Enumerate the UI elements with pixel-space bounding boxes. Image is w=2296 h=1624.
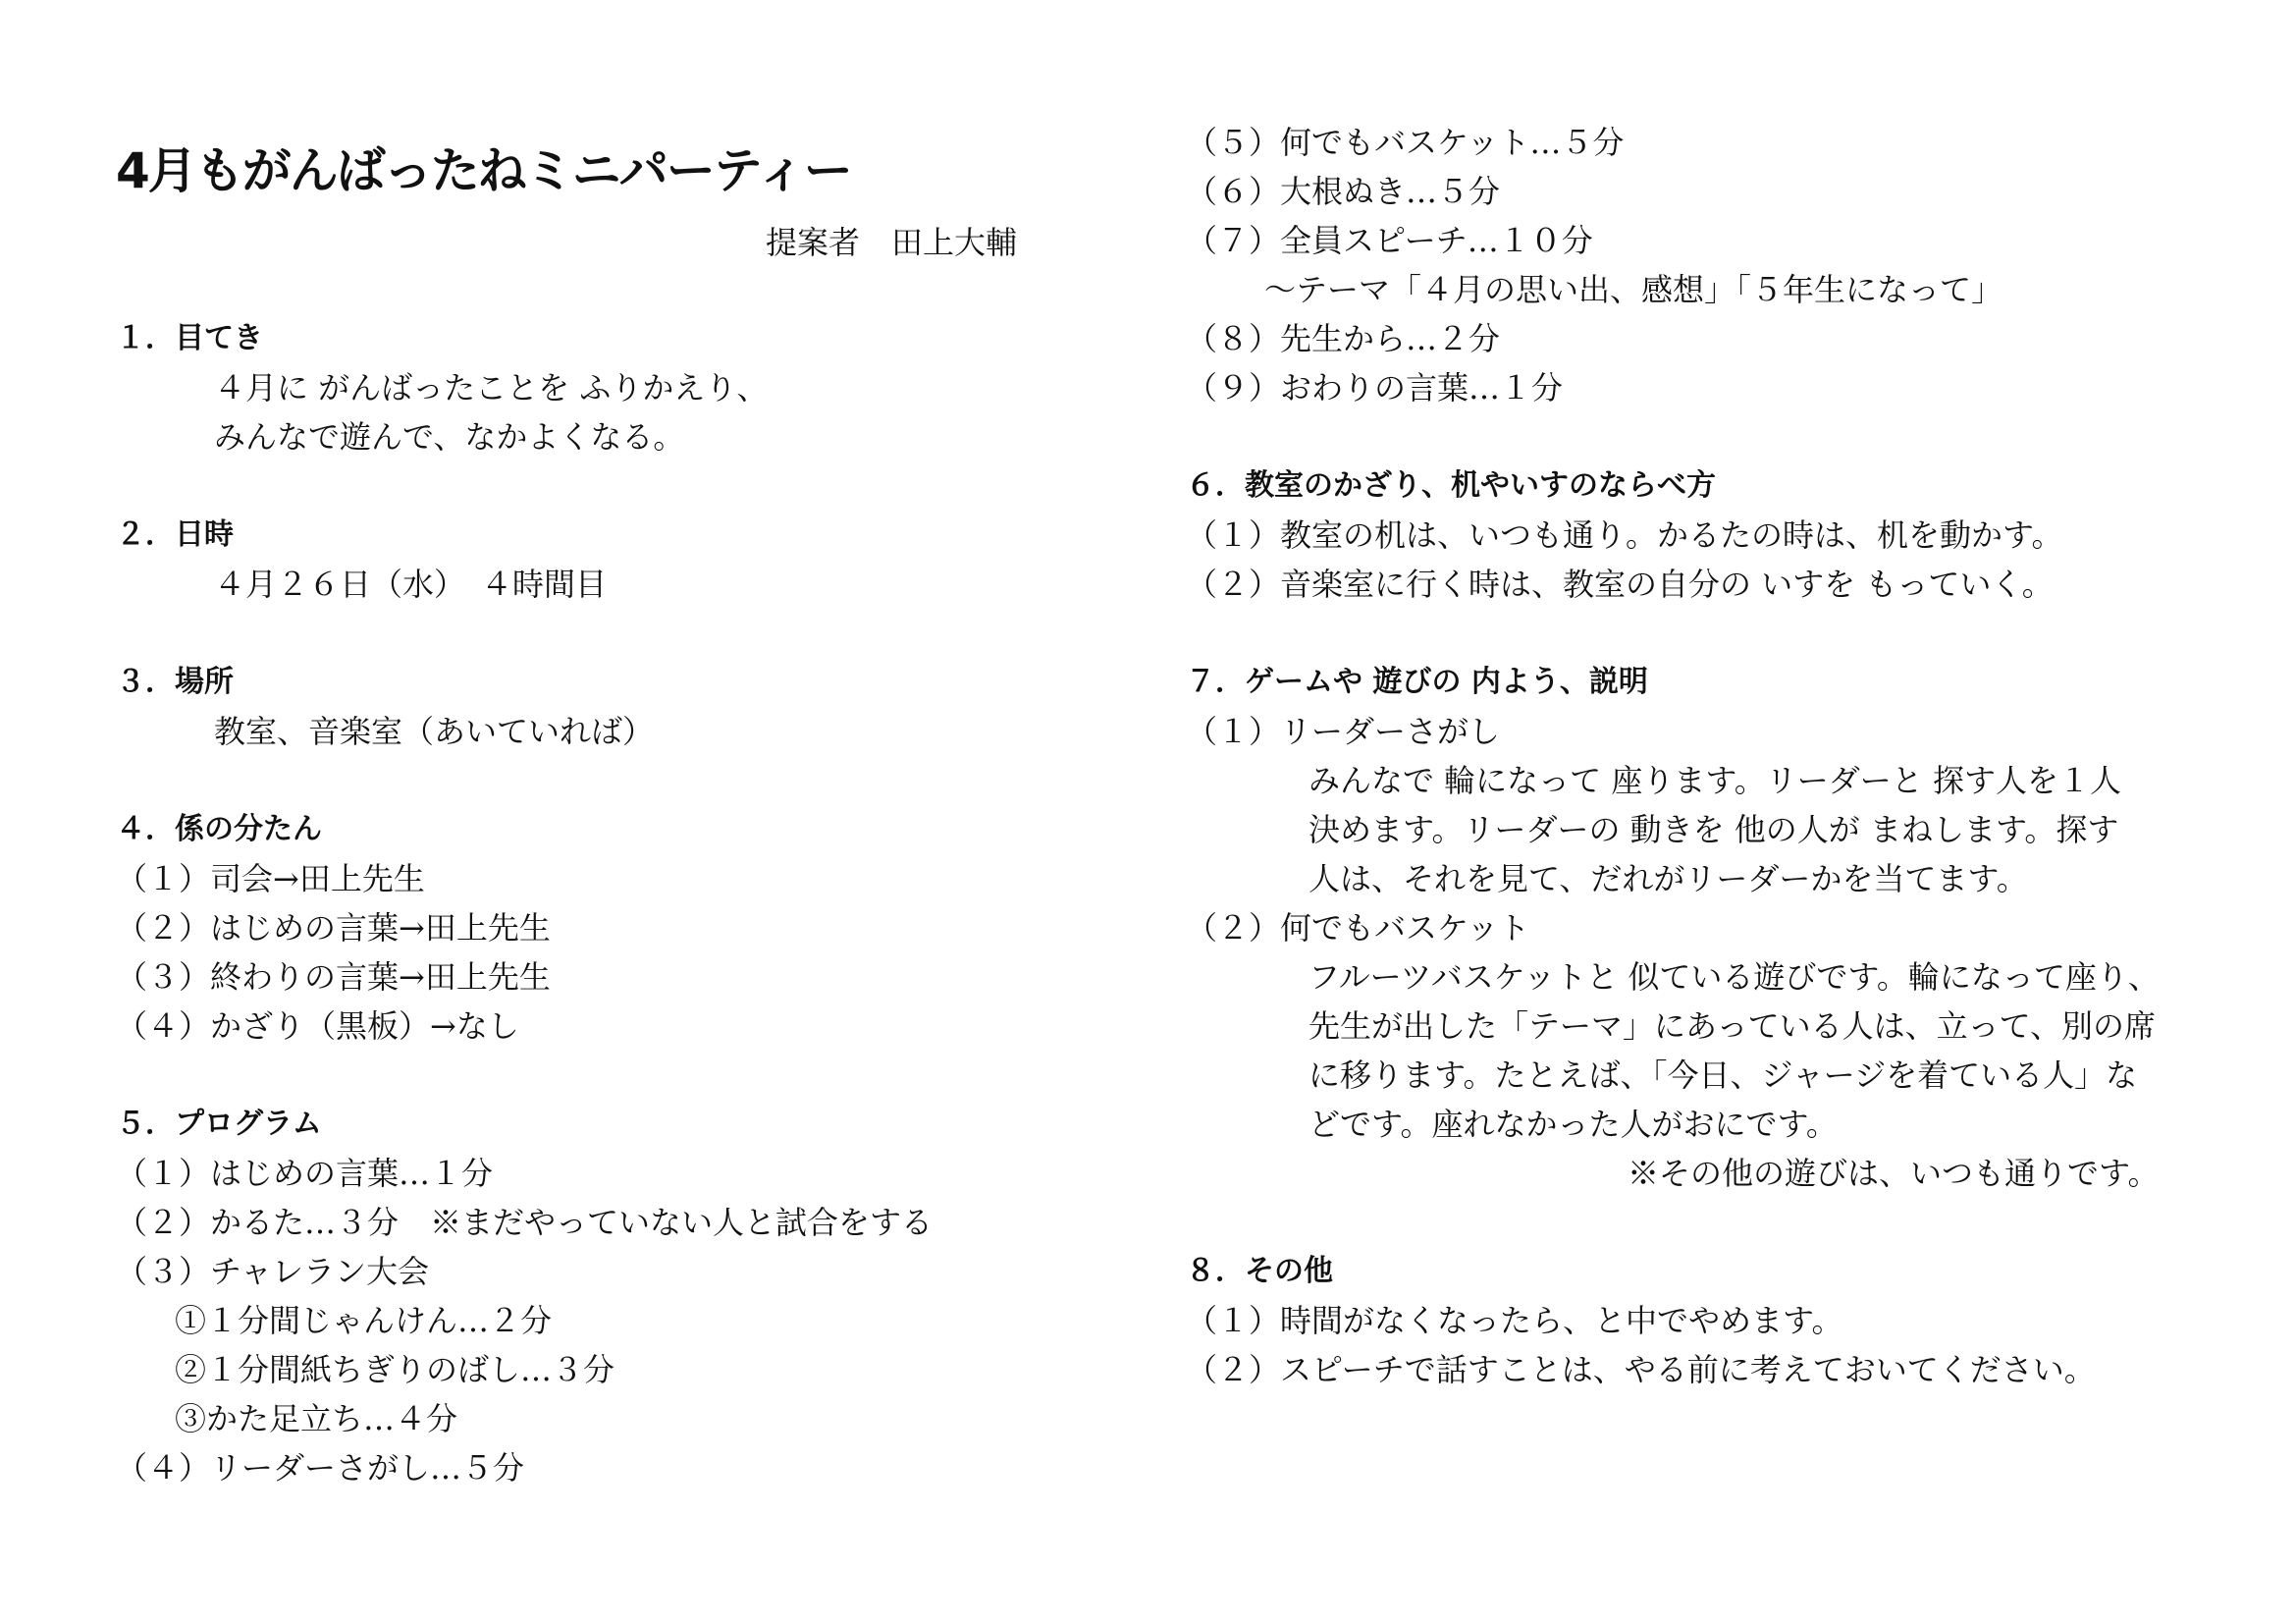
program-theme-line: ～テーマ「４月の思い出、感想」「５年生になって」	[1264, 271, 2003, 308]
section-heading-program: ５．プログラム	[116, 1107, 322, 1141]
game-label: （２）何でもバスケット	[1186, 909, 1530, 947]
program-item: （３）チャレラン大会	[116, 1253, 430, 1290]
role-item: （１）司会→田上先生	[116, 860, 425, 897]
program-item: （７）全員スピーチ…１０分	[1186, 222, 1593, 259]
game-description-line: みんなで 輪になって 座ります。リーダーと 探す人を１人	[1308, 762, 2121, 799]
role-item: （２）はじめの言葉→田上先生	[116, 909, 551, 947]
program-item: （９）おわりの言葉…１分	[1186, 369, 1564, 406]
program-item: （１）はじめの言葉…１分	[116, 1155, 494, 1192]
program-item: （５）何でもバスケット…５分	[1186, 124, 1625, 161]
purpose-line: みんなで遊んで、なかよくなる。	[214, 418, 685, 456]
datetime-line: ４月２６日（水） ４時間目	[214, 566, 608, 603]
role-item: （３）終わりの言葉→田上先生	[116, 958, 551, 996]
program-item: （４）リーダーさがし…５分	[116, 1449, 525, 1487]
place-line: 教室、音楽室（あいていれば）	[214, 713, 655, 750]
other-item: （２）スピーチで話すことは、やる前に考えておいてください。	[1186, 1351, 2096, 1388]
section-heading-other: ８．その他	[1186, 1254, 1333, 1288]
game-label: （１）リーダーさがし	[1186, 713, 1501, 750]
program-subitem: ①１分間じゃんけん…２分	[175, 1302, 553, 1339]
game-description-line: 人は、それを見て、だれがリーダーかを当てます。	[1308, 860, 2028, 897]
games-note: ※その他の遊びは、いつも通りです。	[1628, 1155, 2160, 1192]
purpose-line: ４月に がんばったことを ふりかえり、	[214, 369, 769, 406]
section-heading-classroom: ６．教室のかざり、机やいすのならべ方	[1186, 468, 1716, 503]
game-description-line: に移ります。たとえば、「今日、ジャージを着ている人」な	[1308, 1056, 2138, 1094]
section-heading-place: ３．場所	[116, 665, 234, 699]
game-description-line: フルーツバスケットと 似ている遊びです。輪になって座り、	[1308, 958, 2160, 996]
section-heading-datetime: ２．日時	[116, 517, 234, 552]
program-item: （６）大根ぬき…５分	[1186, 173, 1501, 210]
document-title: 4月もがんばったねミニパーティー	[116, 142, 851, 199]
section-heading-games: ７．ゲームや 遊びの 内よう、説明	[1186, 665, 1648, 699]
classroom-item: （１）教室の机は、いつも通り。かるたの時は、机を動かす。	[1186, 516, 2063, 554]
section-heading-purpose: １．目てき	[116, 321, 263, 355]
program-subitem: ②１分間紙ちぎりのばし…３分	[175, 1351, 615, 1388]
program-item: （８）先生から…２分	[1186, 320, 1501, 357]
role-item: （４）かざり（黒板）→なし	[116, 1007, 519, 1045]
game-description-line: どです。座れなかった人がおにです。	[1308, 1106, 1838, 1143]
classroom-item: （２）音楽室に行く時は、教室の自分の いすを もっていく。	[1186, 566, 2054, 603]
game-description-line: 先生が出した「テーマ」にあっている人は、立って、別の席	[1308, 1007, 2157, 1045]
author-line: 提案者 田上大輔	[766, 224, 1018, 261]
program-subitem: ③かた足立ち…４分	[175, 1400, 458, 1437]
section-heading-roles: ４．係の分たん	[116, 812, 322, 846]
other-item: （１）時間がなくなったら、と中でやめます。	[1186, 1302, 1843, 1339]
game-description-line: 決めます。リーダーの 動きを 他の人が まねします。探す	[1308, 811, 2119, 848]
program-item: （２）かるた…３分 ※まだやっていない人と試合をする	[116, 1204, 934, 1241]
